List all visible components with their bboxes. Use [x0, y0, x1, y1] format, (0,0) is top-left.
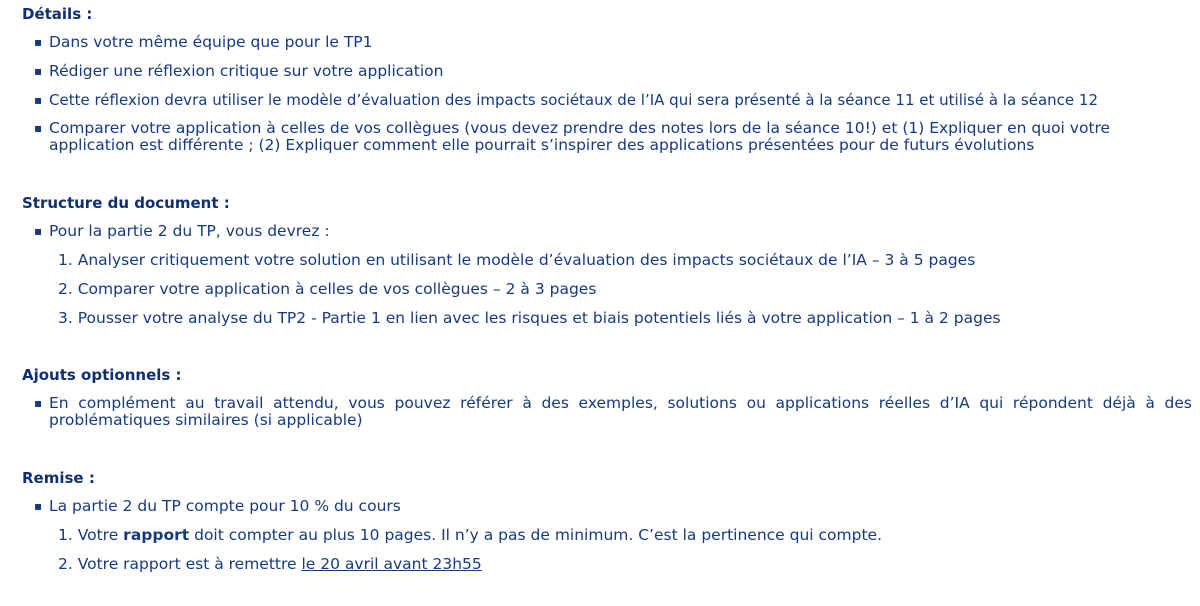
rapport-emphasis: rapport [123, 526, 190, 544]
optional-item: ▪ En complément au travail attendu, vous pouvez référer à des exemples, solutions ou applications réelles d’IA qui répondent déjà à des problématiques similaires (si applicable) [34, 394, 1192, 429]
remise-step-1: 1. Votre rapport doit compter au plus 10 pages. Il n’y a pas de minimum. C’est la pertinence qui compte. [58, 526, 883, 544]
bullet-icon: ▪ [34, 224, 43, 238]
bullet-icon: ▪ [34, 499, 43, 513]
structure-step-2: 2. Comparer votre application à celles de vos collègues – 2 à 3 pages [58, 280, 597, 298]
remise-heading: Remise : [22, 469, 95, 487]
bullet-icon: ▪ [34, 93, 43, 107]
bullet-icon: ▪ [34, 121, 43, 135]
details-heading: Détails : [22, 5, 93, 23]
bullet-icon: ▪ [34, 396, 43, 410]
structure-step-1: 1. Analyser critiquement votre solution en utilisant le modèle d’évaluation des impacts sociétaux de l’IA – 3 à 5 pages [58, 251, 976, 269]
details-item-1: ▪ Dans votre même équipe que pour le TP1 [34, 33, 373, 51]
remise-item: ▪ La partie 2 du TP compte pour 10 % du cours [34, 497, 401, 515]
structure-step-3: 3. Pousser votre analyse du TP2 - Partie 1 en lien avec les risques et biais potentiels liés à votre application – 1 à 2 pages [58, 309, 1001, 327]
structure-item: ▪ Pour la partie 2 du TP, vous devrez : [34, 222, 330, 240]
details-item-2: ▪ Rédiger une réflexion critique sur votre application [34, 62, 444, 80]
due-date: le 20 avril avant 23h55 [301, 555, 482, 573]
details-item-3: ▪ Cette réflexion devra utiliser le modèle d’évaluation des impacts sociétaux de l’IA qui sera présenté à la séance 11 et utilisé à la séance 12 [34, 91, 1099, 109]
remise-step-2: 2. Votre rapport est à remettre le 20 avril avant 23h55 [58, 555, 482, 573]
bullet-icon: ▪ [34, 35, 43, 49]
optional-heading: Ajouts optionnels : [22, 366, 182, 384]
details-item-4: ▪ Comparer votre application à celles de vos collègues (vous devez prendre des notes lors de la séance 10!) et (1) Expliquer en quoi votre application est différente ; (2) Expliquer comment elle pourrait s’inspirer des applications présentées pour de futurs évolutions [34, 119, 1111, 154]
structure-heading: Structure du document : [22, 194, 230, 212]
bullet-icon: ▪ [34, 64, 43, 78]
